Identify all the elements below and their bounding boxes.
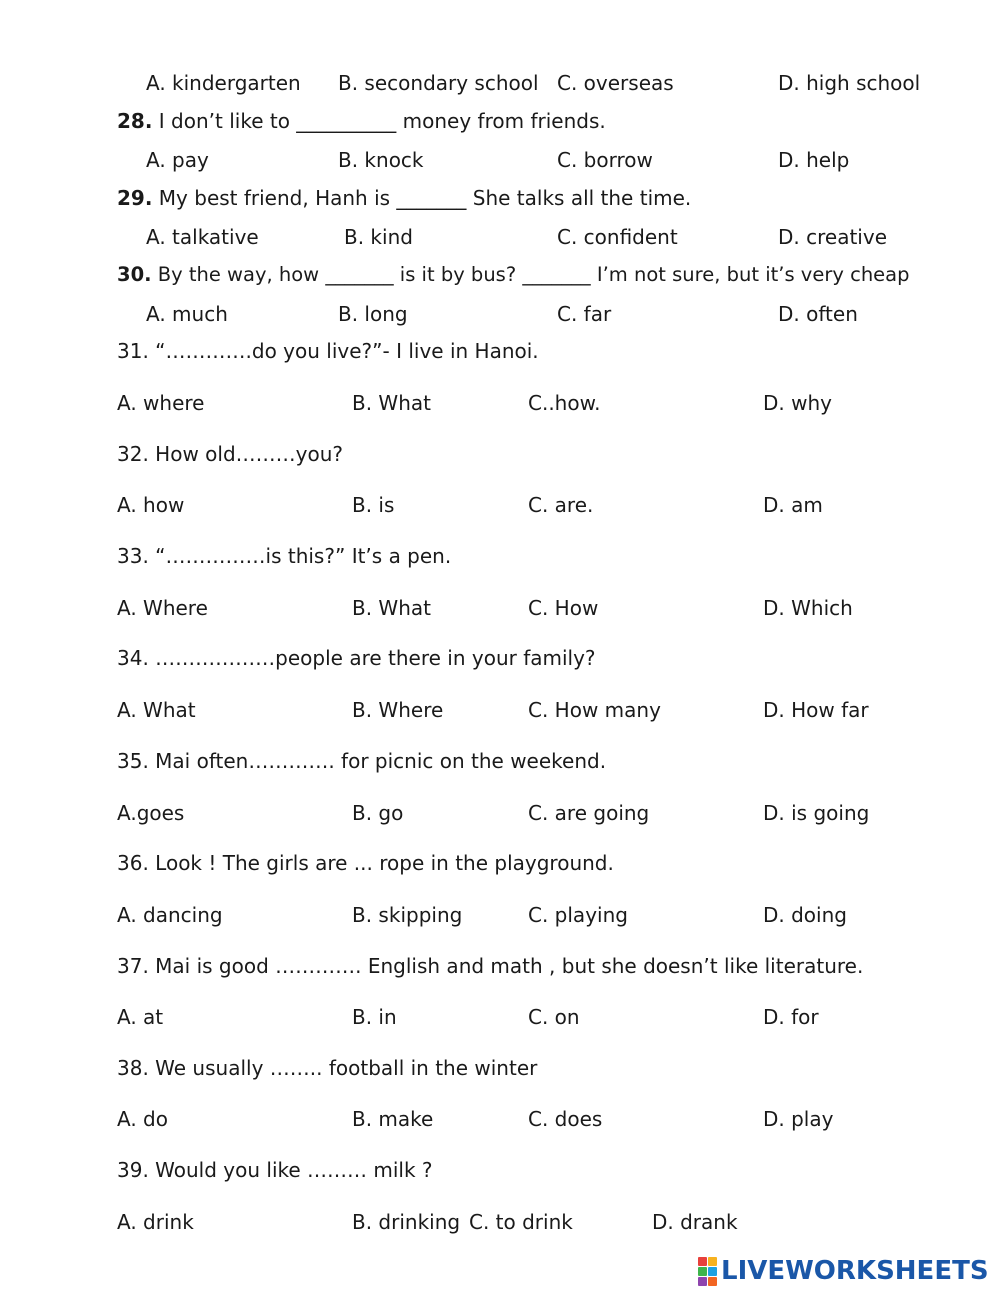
q30-option-a[interactable]: A. much (146, 302, 228, 326)
q39-option-c[interactable]: C. to drink (469, 1210, 573, 1234)
question-34: 34. ………………people are there in your family? (117, 646, 596, 670)
q27-option-a[interactable]: A. kindergarten (146, 71, 301, 95)
logo-text: LIVEWORKSHEETS (721, 1256, 989, 1286)
q31-option-c[interactable]: C..how. (528, 391, 601, 415)
logo-tile (698, 1267, 707, 1276)
q32-option-d[interactable]: D. am (763, 493, 823, 517)
q32-option-c[interactable]: C. are. (528, 493, 594, 517)
q28-option-d[interactable]: D. help (778, 148, 850, 172)
logo-tile (708, 1277, 717, 1286)
q28-option-a[interactable]: A. pay (146, 148, 209, 172)
question-37: 37. Mai is good …………. English and math , but she doesn’t like literature. (117, 954, 864, 978)
question-text: I don’t like to __________ money from friends. (152, 109, 606, 133)
logo-tile (698, 1257, 707, 1266)
question-32: 32. How old………you? (117, 442, 344, 466)
q39-option-a[interactable]: A. drink (117, 1210, 194, 1234)
q38-option-c[interactable]: C. does (528, 1107, 603, 1131)
question-text: By the way, how _______ is it by bus? _______ I’m not sure, but it’s very cheap (151, 263, 910, 286)
liveworksheets-logo (698, 1256, 989, 1286)
question-30 (117, 263, 910, 287)
q30-option-b[interactable]: B. long (338, 302, 408, 326)
q35-option-b[interactable]: B. go (352, 801, 404, 825)
q33-option-a[interactable]: A. Where (117, 596, 208, 620)
logo-tiles-icon (698, 1257, 717, 1286)
q35-option-c[interactable]: C. are going (528, 801, 650, 825)
question-text: My best friend, Hanh is _______ She talks all the time. (152, 186, 692, 210)
q29-option-b[interactable]: B. kind (344, 225, 413, 249)
q36-option-a[interactable]: A. dancing (117, 903, 223, 927)
q31-option-a[interactable]: A. where (117, 391, 205, 415)
q33-option-b[interactable]: B. What (352, 596, 431, 620)
q35-option-a[interactable]: A.goes (117, 801, 185, 825)
logo-tile (708, 1267, 717, 1276)
q29-option-c[interactable]: C. confident (557, 225, 678, 249)
q29-option-a[interactable]: A. talkative (146, 225, 259, 249)
q39-option-d[interactable]: D. drank (652, 1210, 738, 1234)
q38-option-d[interactable]: D. play (763, 1107, 834, 1131)
q38-option-b[interactable]: B. make (352, 1107, 434, 1131)
q32-option-b[interactable]: B. is (352, 493, 395, 517)
question-33: 33. “……………is this?” It’s a pen. (117, 544, 452, 568)
q31-option-b[interactable]: B. What (352, 391, 431, 415)
q34-option-d[interactable]: D. How far (763, 698, 869, 722)
q30-option-d[interactable]: D. often (778, 302, 858, 326)
question-number: 28. (117, 109, 153, 133)
q31-option-d[interactable]: D. why (763, 391, 832, 415)
q34-option-a[interactable]: A. What (117, 698, 196, 722)
q33-option-d[interactable]: D. Which (763, 596, 853, 620)
q28-option-b[interactable]: B. knock (338, 148, 424, 172)
question-39: 39. Would you like ……… milk ? (117, 1158, 433, 1182)
q27-option-c[interactable]: C. overseas (557, 71, 674, 95)
question-number: 29. (117, 186, 153, 210)
q34-option-b[interactable]: B. Where (352, 698, 444, 722)
q27-option-b[interactable]: B. secondary school (338, 71, 539, 95)
q30-option-c[interactable]: C. far (557, 302, 612, 326)
q36-option-c[interactable]: C. playing (528, 903, 628, 927)
question-number: 30. (117, 263, 152, 286)
q32-option-a[interactable]: A. how (117, 493, 185, 517)
q36-option-b[interactable]: B. skipping (352, 903, 463, 927)
question-28 (117, 109, 606, 133)
question-29 (117, 186, 691, 210)
q39-option-b[interactable]: B. drinking (352, 1210, 461, 1234)
q38-option-a[interactable]: A. do (117, 1107, 168, 1131)
question-38: 38. We usually …….. football in the winter (117, 1056, 538, 1080)
question-31: 31. “………….do you live?”- I live in Hanoi. (117, 339, 539, 363)
logo-tile (708, 1257, 717, 1266)
q36-option-d[interactable]: D. doing (763, 903, 847, 927)
logo-tile (698, 1277, 707, 1286)
q37-option-d[interactable]: D. for (763, 1005, 819, 1029)
q35-option-d[interactable]: D. is going (763, 801, 870, 825)
question-36: 36. Look ! The girls are ... rope in the playground. (117, 851, 614, 875)
question-35: 35. Mai often…………. for picnic on the weekend. (117, 749, 607, 773)
q37-option-c[interactable]: C. on (528, 1005, 580, 1029)
q33-option-c[interactable]: C. How (528, 596, 599, 620)
q37-option-a[interactable]: A. at (117, 1005, 164, 1029)
q28-option-c[interactable]: C. borrow (557, 148, 653, 172)
q34-option-c[interactable]: C. How many (528, 698, 661, 722)
q37-option-b[interactable]: B. in (352, 1005, 397, 1029)
q29-option-d[interactable]: D. creative (778, 225, 887, 249)
q27-option-d[interactable]: D. high school (778, 71, 921, 95)
